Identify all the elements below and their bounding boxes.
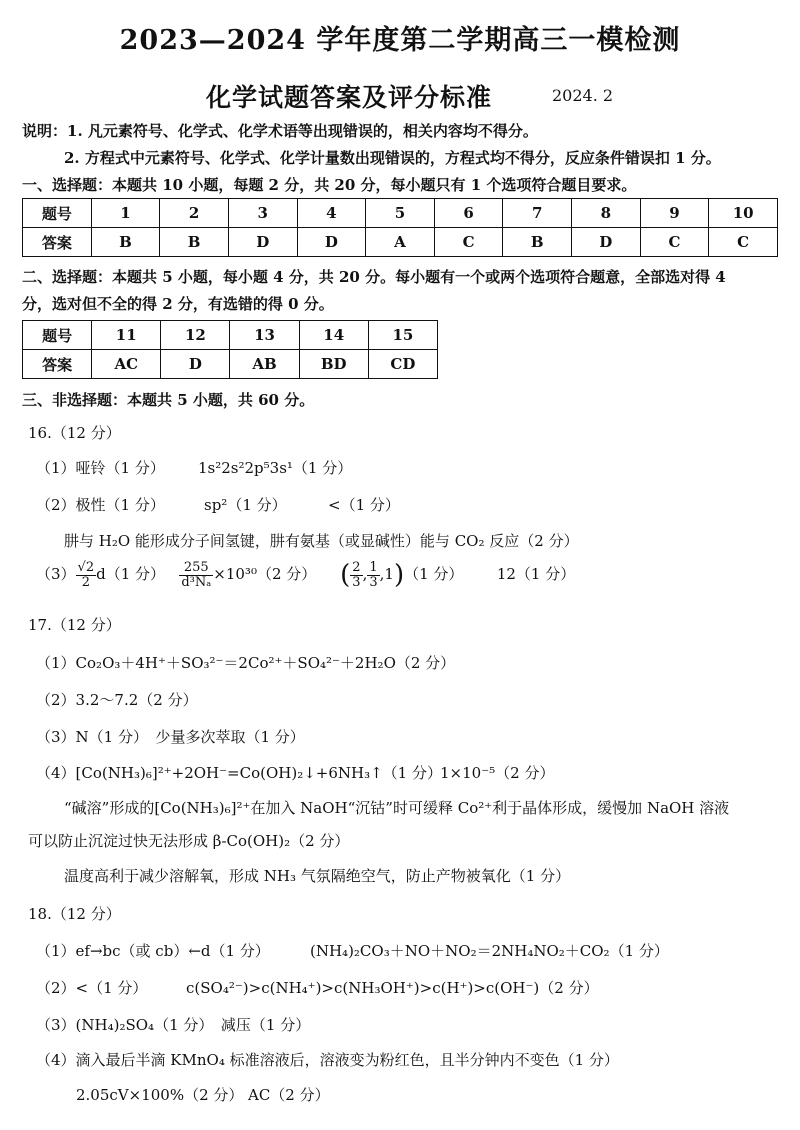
fraction-numerator: 2 <box>352 559 361 575</box>
q16-line-2b: sp²（1 分） <box>204 496 287 514</box>
q16-l4-after2: ×10³⁰（2 分） <box>213 565 317 583</box>
question-number: 7 <box>503 199 572 228</box>
row-label-question: 题号 <box>23 199 92 228</box>
part2-heading-1: 二、选择题：本题共 5 小题，每小题 4 分，共 20 分。每小题有一个或两个选项符合题意，全部选对得 4 <box>22 268 726 286</box>
fraction-numerator: √2 <box>77 559 95 575</box>
q16-l4-last: 12（1 分） <box>496 565 576 583</box>
q17-line-6: 可以防止沉淀过快无法形成 β-Co(OH)₂（2 分） <box>28 832 350 850</box>
notes-line-1 <box>22 120 538 141</box>
q18-line-5b: AC（2 分） <box>248 1086 330 1104</box>
coord-fraction-1 <box>350 561 362 590</box>
coord-value-3: 1 <box>384 565 394 583</box>
question-number: 9 <box>640 199 709 228</box>
question-number: 14 <box>299 321 368 350</box>
table-row <box>23 199 778 228</box>
notes-label: 说明： <box>22 122 68 140</box>
q16-line-4: （3） $\frac{√2}{2}$ d（1 分） $\frac{255}{\text{d³Nₐ}}$ ×10³⁰（2 分） ( $\frac{2}{3}$ , $\frac{1}{3}$ ,1)（1 分） 12（1 分） <box>36 559 576 590</box>
fraction-root2-over-2 <box>76 561 97 590</box>
q18-line-2a: （2）<（1 分） <box>36 979 148 997</box>
q17-line-5: “碱溶”形成的[Co(NH₃)₆]²⁺在加入 NaOH“沉钴”时可缓释 Co²⁺利于晶体形成，缓慢加 NaOH 溶液 <box>64 799 730 817</box>
q16-line-2c: <（1 分） <box>328 496 400 514</box>
q17-line-3: （3）N（1 分） 少量多次萃取（1 分） <box>36 728 305 746</box>
question-number: 4 <box>297 199 366 228</box>
q17-line-4b: 1×10⁻⁵（2 分） <box>440 764 555 782</box>
fraction-numerator: 1 <box>369 559 378 575</box>
answer-cell: C <box>640 228 709 257</box>
q16-line-3: 肼与 H₂O 能形成分子间氢键，肼有氨基（或显碱性）能与 CO₂ 反应（2 分） <box>64 532 579 550</box>
part3-heading: 三、非选择题：本题共 5 小题，共 60 分。 <box>22 391 315 409</box>
table-row <box>23 321 438 350</box>
question-number: 5 <box>366 199 435 228</box>
answer-cell: D <box>572 228 641 257</box>
answer-cell: CD <box>368 350 437 379</box>
table-row <box>23 228 778 257</box>
row-label-question: 题号 <box>23 321 92 350</box>
q18-heading: 18.（12 分） <box>28 905 121 923</box>
answer-cell: B <box>160 228 229 257</box>
paren-close: ) <box>393 560 405 590</box>
question-number: 6 <box>434 199 503 228</box>
q18-line-1b: (NH₄)₂CO₃＋NO＋NO₂＝2NH₄NO₂＋CO₂（1 分） <box>310 942 669 960</box>
q16-l4-prefix: （3） <box>36 565 76 583</box>
question-number: 3 <box>228 199 297 228</box>
q17-line-7: 温度高利于减少溶解氧，形成 NH₃ 气氛隔绝空气，防止产物被氧化（1 分） <box>64 867 571 885</box>
q16-line-1b: 1s²2s²2p⁵3s¹（1 分） <box>198 459 353 477</box>
row-label-answer: 答案 <box>23 350 92 379</box>
answer-cell: BD <box>299 350 368 379</box>
q18-line-5a: 2.05cV×100%（2 分） <box>76 1086 244 1104</box>
table-row <box>23 350 438 379</box>
answer-cell: AB <box>230 350 299 379</box>
fraction-denominator: d³Nₐ <box>181 574 212 590</box>
q18-line-1a: （1）ef→bc（或 cb）←d（1 分） <box>36 942 270 960</box>
q17-line-1: （1）Co₂O₃＋4H⁺＋SO₃²⁻＝2Co²⁺＋SO₄²⁻＋2H₂O（2 分） <box>36 654 456 672</box>
q18-line-3: （3）(NH₄)₂SO₄（1 分） 减压（1 分） <box>36 1016 311 1034</box>
answer-cell: D <box>228 228 297 257</box>
answer-cell: B <box>91 228 160 257</box>
note-2: 2. 方程式中元素符号、化学式、化学计量数出现错误的，方程式均不得分，反应条件错误扣 1 分。 <box>64 149 721 167</box>
q16-heading: 16.（12 分） <box>28 424 121 442</box>
answer-cell: B <box>503 228 572 257</box>
answer-cell: AC <box>92 350 161 379</box>
note-1: 1. 凡元素符号、化学式、化学术语等出现错误的，相关内容均不得分。 <box>67 122 538 140</box>
page-subtitle: 化学试题答案及评分标准 <box>206 83 493 112</box>
q16-line-2a: （2）极性（1 分） <box>36 496 165 514</box>
q16-l4-after3: （1 分） <box>404 565 464 583</box>
answer-cell: D <box>161 350 230 379</box>
part2-heading-2: 分，选对但不全的得 2 分，有选错的得 0 分。 <box>22 295 334 313</box>
coord-fraction-2 <box>367 561 379 590</box>
q18-line-4: （4）滴入最后半滴 KMnO₄ 标准溶液后，溶液变为粉红色，且半分钟内不变色（1 分） <box>36 1051 619 1069</box>
answer-cell: C <box>709 228 778 257</box>
q17-line-4a: （4）[Co(NH₃)₆]²⁺+2OH⁻=Co(OH)₂↓+6NH₃↑（1 分） <box>36 764 442 782</box>
fraction-denominator: 3 <box>369 574 378 590</box>
page-date: 2024. 2 <box>552 86 614 105</box>
q16-l4-after1: d（1 分） <box>96 565 166 583</box>
q17-line-2: （2）3.2～7.2（2 分） <box>36 691 198 709</box>
question-number: 12 <box>161 321 230 350</box>
question-number: 10 <box>709 199 778 228</box>
question-number: 8 <box>572 199 641 228</box>
question-number: 15 <box>368 321 437 350</box>
part1-answer-table <box>22 198 778 257</box>
fraction-numerator: 255 <box>179 561 213 576</box>
fraction-density <box>179 561 213 590</box>
answer-cell: C <box>434 228 503 257</box>
answer-cell: A <box>366 228 435 257</box>
q18-line-2b: c(SO₄²⁻)>c(NH₄⁺)>c(NH₃OH⁺)>c(H⁺)>c(OH⁻)（2 分） <box>186 979 599 997</box>
fraction-denominator: 2 <box>81 574 90 590</box>
question-number: 1 <box>91 199 160 228</box>
part2-answer-table <box>22 320 438 379</box>
question-number: 2 <box>160 199 229 228</box>
question-number: 13 <box>230 321 299 350</box>
page-title: 2023—2024 学年度第二学期高三一模检测 <box>119 25 681 56</box>
q17-heading: 17.（12 分） <box>28 616 121 634</box>
row-label-answer: 答案 <box>23 228 92 257</box>
paren-open: ( <box>340 560 351 590</box>
fraction-denominator: 3 <box>352 574 361 590</box>
question-number: 11 <box>92 321 161 350</box>
q16-line-1a: （1）哑铃（1 分） <box>36 459 165 477</box>
part1-heading: 一、选择题：本题共 10 小题，每题 2 分，共 20 分，每小题只有 1 个选项符合题目要求。 <box>22 176 637 194</box>
answer-cell: D <box>297 228 366 257</box>
